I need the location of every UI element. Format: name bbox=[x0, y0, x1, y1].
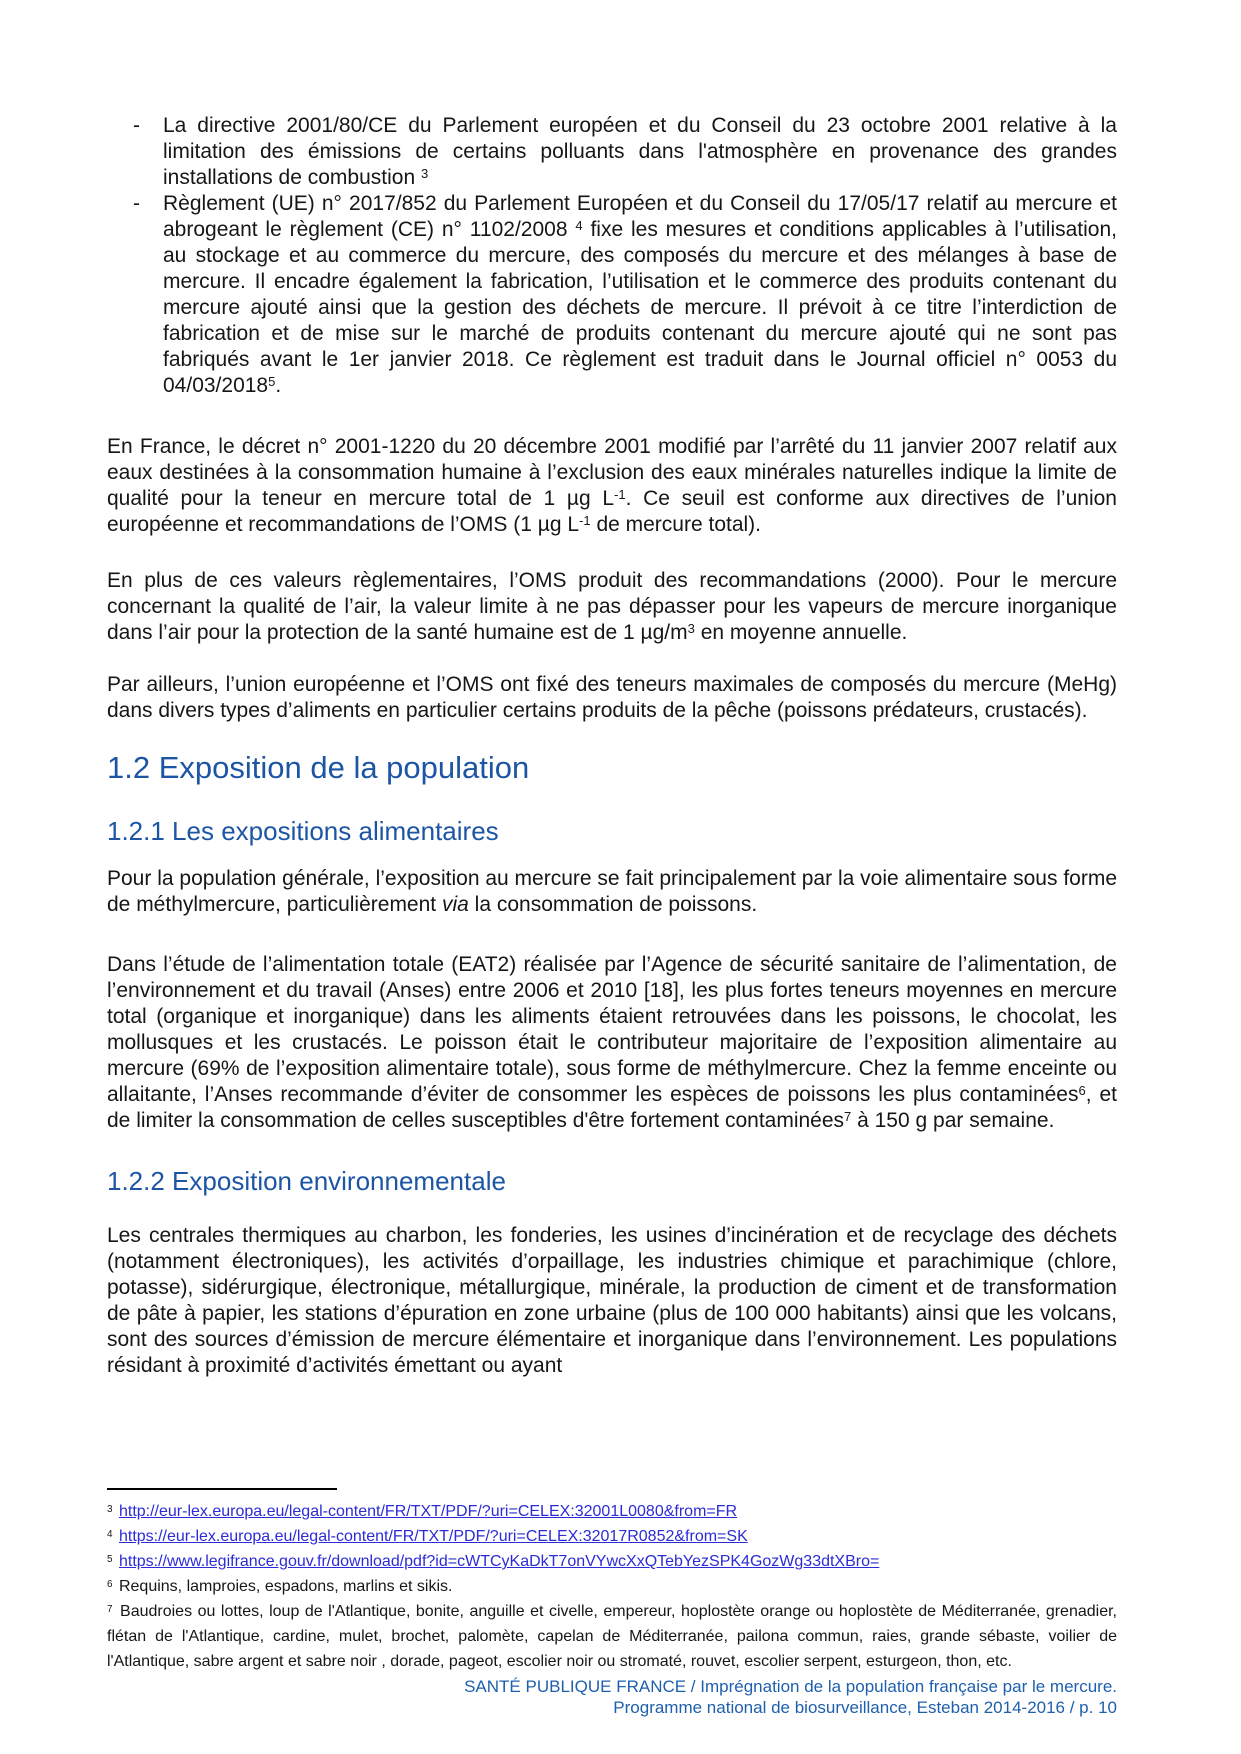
bullet-item bbox=[107, 113, 1117, 191]
bullet-dash-icon: - bbox=[133, 114, 140, 137]
footnote-item-5 bbox=[107, 1549, 1117, 1574]
subsection-heading-1-2-1 bbox=[107, 816, 1117, 846]
text-run: Les centrales thermiques au charbon, les fonderies, les usines d’incinération et de recyclage des déchets (notamment électroniques), les activités d’orpaillage, les industries chimique et parachimique (chlore, potasse), sidérurgique, électronique, métallurgique, minérale, la production de ciment et de transformation de pâte à papier, les stations d’épuration en zone urbaine (plus de 100 000 habitants) ainsi que les volcans, sont des sources d’émission de mercure élémentaire et inorganique dans l’environnement. Les populations résidant à proximité d’activités émettant ou ayant bbox=[107, 1224, 1117, 1377]
footnote-section bbox=[107, 1488, 1117, 1674]
text-run: . Ce seuil est conforme aux directives de l’union européenne et recommandations de l’OMS (1 µg L bbox=[107, 487, 1117, 536]
text-run: Par ailleurs, l’union européenne et l’OMS ont fixé des teneurs maximales de composés du mercure (MeHg) dans divers types d’aliments en particulier certains produits de la pêche (poissons prédateurs, crustacés). bbox=[107, 673, 1117, 722]
superscript-reference: 6 bbox=[1078, 1083, 1086, 1099]
text-run: . bbox=[275, 374, 282, 397]
footnote-list bbox=[107, 1499, 1117, 1674]
text-run: 1.2.1 Les expositions alimentaires bbox=[107, 816, 499, 846]
footnote-item-7 bbox=[107, 1599, 1117, 1674]
footer-line-2: Programme national de biosurveillance, Esteban 2014-2016 / p. 10 bbox=[613, 1698, 1117, 1717]
text-run: à 150 g par semaine. bbox=[851, 1109, 1055, 1132]
footnote-number: 6 bbox=[107, 1578, 113, 1590]
footnote-number: 3 bbox=[107, 1503, 113, 1515]
text-run: fixe les mesures et conditions applicables à l’utilisation, au stockage et au commerce du mercure, des composés du mercure et des mélanges à base de mercure. Il encadre également la fabrication, l’utilisation et le commerce des produits contenant du mercure ajouté ainsi que la gestion des déchets de mercure. Il prévoit à ce titre l’interdiction de fabrication et de mise sur le marché de produits contenant du mercure ajouté qui ne sont pas fabriqués avant le 1er janvier 2018. Ce règlement est traduit dans le Journal officiel n° 0053 du 04/03/2018 bbox=[163, 218, 1117, 397]
footnote-item-3 bbox=[107, 1499, 1117, 1524]
footnote-link[interactable]: https://www.legifrance.gouv.fr/download/pdf?id=cWTCyKaDkT7onVYwcXxQTebYezSPK4GozWg33dtXBro= bbox=[118, 1553, 880, 1570]
bullet-dash-icon: - bbox=[133, 192, 140, 215]
text-run: Pour la population générale, l’exposition au mercure se fait principalement par la voie alimentaire sous forme de méthylmercure, particulièrement bbox=[107, 867, 1117, 916]
footer-line-1: SANTÉ PUBLIQUE FRANCE / Imprégnation de la population française par le mercure. bbox=[464, 1677, 1117, 1696]
section-heading-1-2 bbox=[107, 748, 1117, 788]
footnote-item-4 bbox=[107, 1524, 1117, 1549]
text-run: Requins, lamproies, espadons, marlins et sikis. bbox=[118, 1578, 453, 1595]
superscript-reference: -1 bbox=[579, 513, 591, 529]
bullet-item-text bbox=[163, 114, 1117, 189]
document-flow bbox=[107, 113, 1117, 1379]
paragraph-oms-recommendations bbox=[107, 568, 1117, 646]
paragraph-eat2-study bbox=[107, 952, 1117, 1134]
paragraph-france-decret bbox=[107, 434, 1117, 538]
text-run: de mercure total). bbox=[590, 513, 762, 536]
regulation-bullet-list bbox=[107, 113, 1117, 399]
superscript-reference: 5 bbox=[268, 374, 276, 390]
superscript-reference: 3 bbox=[687, 621, 695, 637]
superscript-reference: 4 bbox=[575, 218, 583, 234]
paragraph-population-exposure bbox=[107, 866, 1117, 918]
footnote-number: 7 bbox=[107, 1603, 113, 1615]
text-run: Règlement (UE) n° 2017/852 du Parlement Européen et du Conseil du 17/05/17 relatif au mercure et abrogeant le règlement (CE) n° 1102/2008 bbox=[163, 192, 1117, 241]
superscript-reference: 3 bbox=[420, 166, 429, 182]
footnote-number: 5 bbox=[107, 1553, 113, 1565]
footnote-link[interactable]: http://eur-lex.europa.eu/legal-content/FR/TXT/PDF/?uri=CELEX:32001L0080&from=FR bbox=[118, 1503, 738, 1520]
text-run: via bbox=[441, 893, 469, 916]
footnote-separator bbox=[107, 1488, 337, 1490]
text-run: , et de limiter la consommation de celles susceptibles d'être fortement contaminées bbox=[107, 1083, 1118, 1132]
text-run: En plus de ces valeurs règlementaires, l’OMS produit des recommandations (2000). Pour le mercure concernant la qualité de l’air, la valeur limite à ne pas dépasser pour les vapeurs de mercure inorganique dans l’air pour la protection de la santé humaine est de 1 µg/m bbox=[107, 569, 1117, 644]
paragraph-food-limits bbox=[107, 672, 1117, 724]
text-run: la consommation de poissons. bbox=[468, 893, 758, 916]
subsection-heading-1-2-2 bbox=[107, 1166, 1117, 1196]
bullet-item bbox=[107, 191, 1117, 399]
text-run: Baudroies ou lottes, loup de l'Atlantique, bonite, anguille et civelle, empereur, hoplostète orange ou hoplostète de Méditerranée, grenadier, flétan de l'Atlantique, cardine, mulet, brochet, palomète, capelan de Méditerranée, pailona commun, raies, grande sébaste, voilier de l'Atlantique, sabre argent et sabre noir , dorade, pageot, escolier noir ou stromaté, rouvet, escolier serpent, esturgeon, thon, etc. bbox=[107, 1603, 1117, 1670]
paragraph-environmental-sources bbox=[107, 1223, 1117, 1379]
footnote-number: 4 bbox=[107, 1528, 113, 1540]
superscript-reference: -1 bbox=[614, 487, 626, 503]
text-run: en moyenne annuelle. bbox=[694, 621, 908, 644]
text-run: En France, le décret n° 2001-1220 du 20 décembre 2001 modifié par l’arrêté du 11 janvier 2007 relatif aux eaux destinées à la consommation humaine à l’exclusion des eaux minérales naturelles indique la limite de qualité pour la teneur en mercure total de 1 µg L bbox=[107, 435, 1117, 510]
text-run: La directive 2001/80/CE du Parlement européen et du Conseil du 23 octobre 2001 relative à la limitation des émissions de certains polluants dans l'atmosphère en provenance des grandes installations de combustion bbox=[163, 114, 1117, 189]
page-footer bbox=[107, 1676, 1117, 1718]
text-run: 1.2 Exposition de la population bbox=[107, 750, 530, 785]
footnote-item-6 bbox=[107, 1574, 1117, 1599]
footnote-link[interactable]: https://eur-lex.europa.eu/legal-content/FR/TXT/PDF/?uri=CELEX:32017R0852&from=SK bbox=[118, 1528, 748, 1545]
text-run: Dans l’étude de l’alimentation totale (EAT2) réalisée par l’Agence de sécurité sanitaire de l’alimentation, de l’environnement et du travail (Anses) entre 2006 et 2010 [18], les plus fortes teneurs moyennes en mercure total (organique et inorganique) dans les aliments étaient retrouvées dans les poissons, le chocolat, les mollusques et les crustacés. Le poisson était le contributeur majoritaire de l’exposition alimentaire au mercure (69% de l’exposition alimentaire totale), sous forme de méthylmercure. Chez la femme enceinte ou allaitante, l’Anses recommande d’éviter de consommer les espèces de poissons les plus contaminées bbox=[107, 953, 1117, 1106]
superscript-reference: 7 bbox=[844, 1109, 852, 1125]
text-run: 1.2.2 Exposition environnementale bbox=[107, 1166, 506, 1196]
bullet-item-text bbox=[163, 192, 1117, 397]
